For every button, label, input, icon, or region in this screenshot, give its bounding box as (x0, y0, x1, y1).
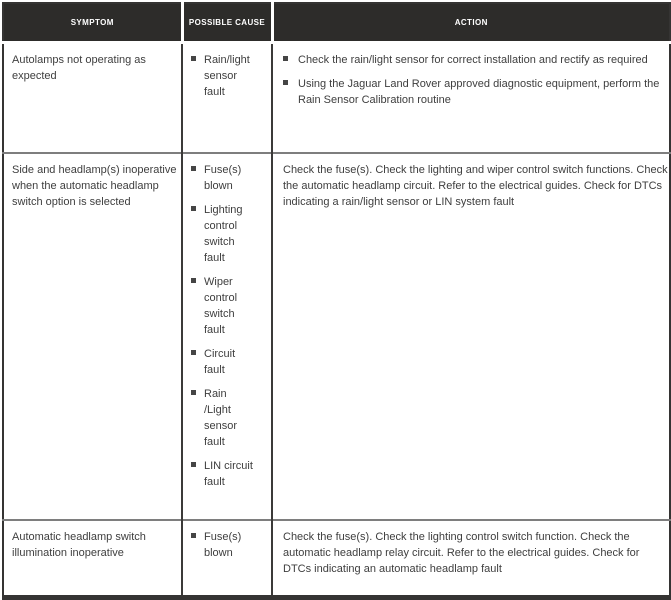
cause-list (191, 162, 255, 490)
cause-text: Lighting control switch fault (204, 204, 243, 264)
bullet-square-icon (191, 533, 196, 538)
cause-list (191, 529, 255, 561)
symptom-text: Side and headlamp(s) inoperative when the automatic headlamp switch option is selected (12, 164, 177, 208)
action-cell (272, 153, 670, 520)
list-item (191, 274, 255, 338)
bullet-square-icon (191, 56, 196, 61)
action-text: Check the rain/light sensor for correct installation and rectify as required (298, 54, 648, 66)
list-item (191, 458, 255, 490)
list-item (283, 52, 669, 68)
cause-text: Fuse(s) blown (204, 531, 242, 559)
list-item (191, 202, 255, 266)
symptom-text: Autolamps not operating as expected (12, 54, 146, 82)
list-item (191, 346, 255, 378)
symptom-text: Automatic headlamp switch illumination inoperative (12, 531, 146, 559)
action-text: Check the fuse(s). Check the lighting control switch function. Check the automatic headlamp relay circuit. Refer to the electrical guides. Check for DTCs indicating an automatic headlamp fault (283, 531, 640, 575)
cause-list (191, 52, 255, 100)
table-row (3, 153, 670, 520)
bullet-square-icon (283, 80, 288, 85)
list-item (191, 529, 255, 561)
possible-cause-cell (182, 43, 272, 154)
table-row (3, 520, 670, 598)
table-header (3, 3, 670, 43)
action-text: Check the fuse(s). Check the lighting and wiper control switch functions. Check the automatic headlamp circuit. Refer to the electrical guides. Check for DTCs indicating a rain/light sensor or LIN system fault (283, 164, 668, 208)
action-cell (272, 520, 670, 598)
action-list (283, 52, 669, 108)
cause-text: Wiper control switch fault (204, 276, 238, 336)
bullet-square-icon (191, 390, 196, 395)
possible-cause-cell (182, 153, 272, 520)
bullet-square-icon (191, 166, 196, 171)
list-item (283, 76, 669, 108)
list-item (191, 162, 255, 194)
cause-text: Rain/light sensor fault (204, 54, 250, 98)
symptom-cell (3, 520, 182, 598)
cause-text: LIN circuit fault (204, 460, 253, 488)
bullet-square-icon (283, 56, 288, 61)
column-header-action: ACTION (272, 3, 670, 43)
bullet-square-icon (191, 350, 196, 355)
action-cell (272, 43, 670, 154)
list-item (191, 386, 255, 450)
symptom-cell (3, 153, 182, 520)
symptom-cell (3, 43, 182, 154)
cause-text: Rain /Light sensor fault (204, 388, 238, 448)
bullet-square-icon (191, 278, 196, 283)
column-header-symptom: SYMPTOM (3, 3, 182, 43)
action-text: Using the Jaguar Land Rover approved diagnostic equipment, perform the Rain Sensor Calibration routine (298, 78, 660, 106)
table-row (3, 43, 670, 154)
possible-cause-cell (182, 520, 272, 598)
bullet-square-icon (191, 462, 196, 467)
list-item (191, 52, 255, 100)
cause-text: Circuit fault (204, 348, 236, 376)
diagnostic-table (2, 2, 671, 600)
cause-text: Fuse(s) blown (204, 164, 242, 192)
bullet-square-icon (191, 206, 196, 211)
column-header-possible-cause: POSSIBLE CAUSE (182, 3, 272, 43)
